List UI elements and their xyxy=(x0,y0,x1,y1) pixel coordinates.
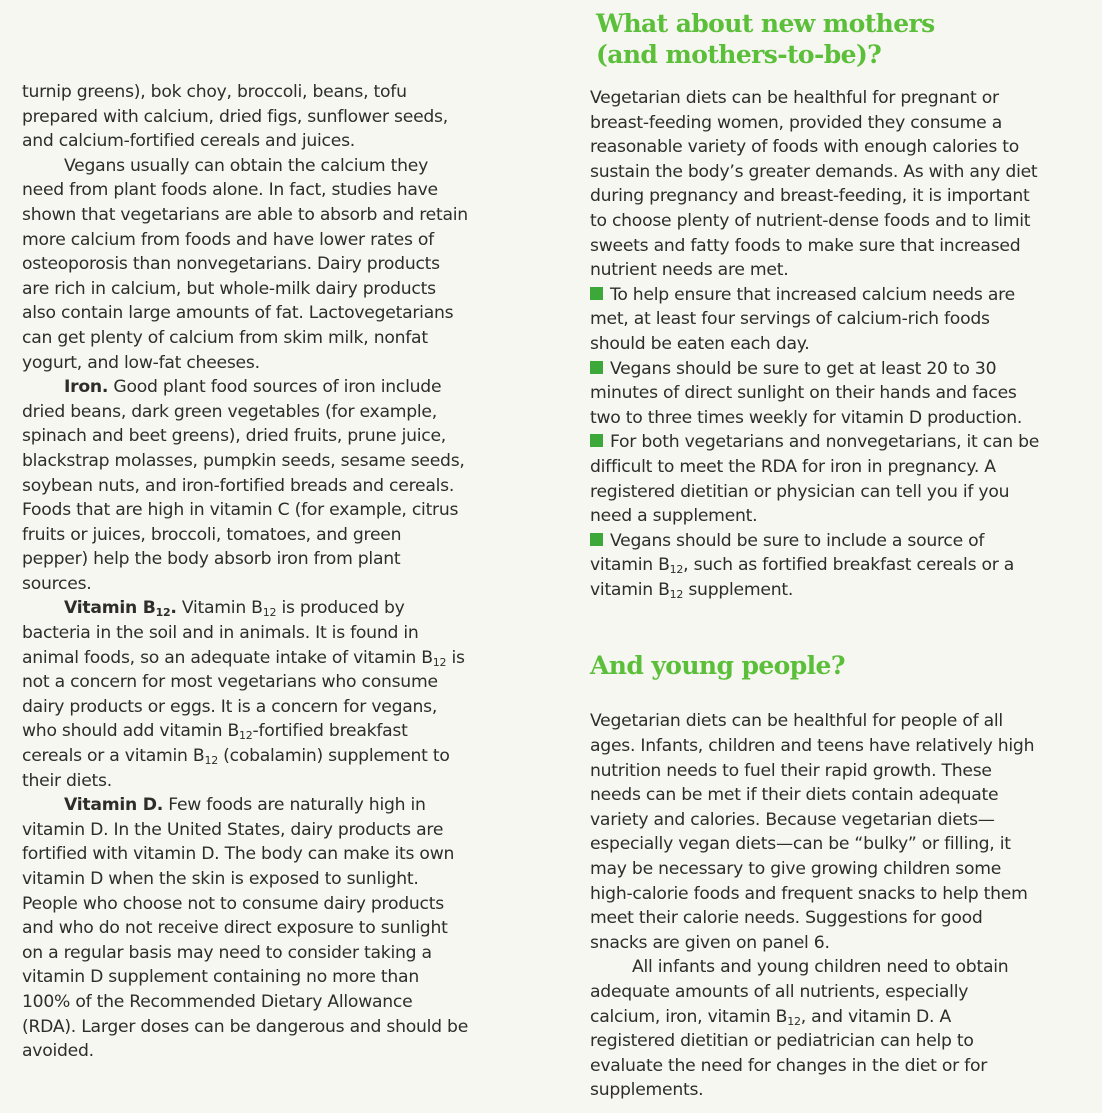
heading-line-1: What about new mothers xyxy=(596,9,935,38)
b12-text: -fortified breakfast cereals or a vitamin B xyxy=(22,721,408,767)
bullet-text: Vegans should be sure to include a source of vitamin B xyxy=(590,530,985,576)
green-square-bullet-icon xyxy=(590,287,603,300)
b12-lead-subscript: 12 xyxy=(155,606,171,620)
green-square-bullet-icon xyxy=(590,434,603,447)
green-square-bullet-icon xyxy=(590,533,603,546)
b12-lead-text: Vitamin B xyxy=(64,598,156,619)
vitamin-b12-paragraph xyxy=(22,596,470,793)
bullet-text: , such as fortified breakfast cereals or a vitamin B xyxy=(590,555,1015,600)
bullet-text: To help ensure that increased calcium needs are met, at least four servings of calcium-rich foods should be eaten each day. xyxy=(590,284,1015,354)
infants-text: , and vitamin D. A registered dietitian or pediatrician can help to evaluate the need for changes in the diet or for supplements. xyxy=(590,1006,988,1101)
bullet-text: Vegans should be sure to get at least 20 to 30 minutes of direct sunlight on their hands and faces two to three times weekly for vitamin D production. xyxy=(590,358,1023,428)
subscript-12: 12 xyxy=(669,563,684,577)
b12-text: (cobalamin) supplement to their diets. xyxy=(22,746,450,791)
vitamin-d-lead: Vitamin D. xyxy=(64,795,164,816)
vegan-calcium-paragraph: Vegans usually can obtain the calcium they need from plant foods alone. In fact, studies have shown that vegetarians are able to absorb and retain more calcium from foods and have lower rates of osteoporosis than nonvegetarians. Dairy products are rich in calcium, but whole-milk dairy products also contain large amounts of fat. Lactovegetarians can get plenty of calcium from skim milk, nonfat yogurt, and low-fat cheeses. xyxy=(22,155,468,373)
iron-body: Good plant food sources of iron include dried beans, dark green vegetables (for example, spinach and beet greens), dried fruits, prune juice, blackstrap molasses, pumpkin seeds, sesame seeds, soybean nuts, and iron-fortified breads and cereals. Foods that are high in vitamin C (for example, citrus fruits or juices, broccoli, tomatoes, and green pepper) help the body absorb iron from plant sources. xyxy=(22,377,465,594)
right-column xyxy=(590,8,1040,1103)
new-mothers-heading xyxy=(596,8,1040,70)
bullet-sunlight xyxy=(590,357,1040,431)
mothers-paragraph: Vegetarian diets can be healthful for pregnant or breast-feeding women, provided they consume a reasonable variety of foods with enough calories to sustain the body’s greater demands. As with any diet during pregnancy and breast-feeding, it is important to choose plenty of nutrient-dense foods and to limit sweets and fatty foods to make sure that increased nutrient needs are met. xyxy=(590,88,1038,281)
b12-text: is produced by bacteria in the soil and in animals. It is found in animal foods, so an adequate intake of vitamin B xyxy=(22,598,433,668)
subscript-12: 12 xyxy=(204,754,218,768)
b12-lead xyxy=(64,598,177,618)
b12-text: Vitamin B xyxy=(176,598,263,619)
young-people-heading: And young people? xyxy=(590,651,845,681)
infants-text: All infants and young children need to obtain adequate amounts of all nutrients, especially calcium, iron, vitamin B xyxy=(590,957,1009,1027)
bullet-b12 xyxy=(590,529,1040,603)
iron-lead: Iron. xyxy=(64,377,109,398)
subscript-12: 12 xyxy=(787,1014,801,1028)
subscript-12: 12 xyxy=(262,606,277,620)
b12-lead-period: . xyxy=(170,598,177,619)
bullet-iron xyxy=(590,430,1040,528)
subscript-12: 12 xyxy=(432,655,447,669)
b12-text: is not a concern for most vegetarians who consume dairy products or eggs. It is a concern for vegans, who should add vitamin B xyxy=(22,647,465,742)
bullet-text: supplement. xyxy=(683,579,794,600)
vitamin-d-paragraph xyxy=(22,793,470,1064)
bullet-text: For both vegetarians and nonvegetarians, it can be difficult to meet the RDA for iron in pregnancy. A registered dietitian or physician can tell you if you need a supplement. xyxy=(590,432,1040,527)
bullet-calcium xyxy=(590,283,1040,357)
vitamin-d-body: Few foods are naturally high in vitamin D. In the United States, dairy products are fortified with vitamin D. The body can make its own vitamin D when the skin is exposed to sunlight. People who choose not to consume dairy products and who do not receive direct exposure to sunlight on a regular basis may need to consider taking a vitamin D supplement containing no more than 100% of the Recommended Dietary Allowance (RDA). Larger doses can be dangerous and should be avoided. xyxy=(22,795,469,1062)
subscript-12: 12 xyxy=(669,587,684,601)
iron-paragraph xyxy=(22,375,470,596)
heading-line-2: (and mothers-to-be)? xyxy=(596,40,882,69)
left-column xyxy=(22,80,470,1064)
infants-paragraph xyxy=(590,955,1040,1103)
calcium-sources-paragraph: turnip greens), bok choy, broccoli, beans, tofu prepared with calcium, dried figs, sunflower seeds, and calcium-fortified cereals and juices. xyxy=(22,82,448,152)
subscript-12: 12 xyxy=(239,729,253,743)
green-square-bullet-icon xyxy=(590,361,603,374)
young-people-paragraph: Vegetarian diets can be healthful for people of all ages. Infants, children and teens have relatively high nutrition needs to fuel their rapid growth. These needs can be met if their diets contain adequate variety and calories. Because vegetarian diets—especially vegan diets—can be “bulky” or filling, it may be necessary to give growing children some high-calorie foods and frequent snacks to help them meet their calorie needs. Suggestions for good snacks are given on panel 6. xyxy=(590,711,1035,953)
